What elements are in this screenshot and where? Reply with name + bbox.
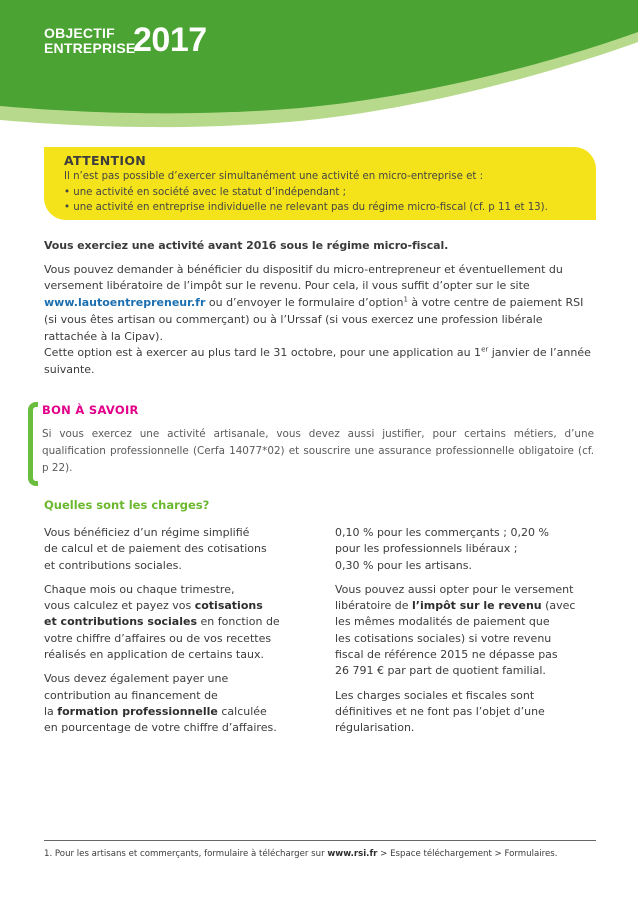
attention-line-1: Il n’est pas possible d’exercer simultanément une activité en micro-entreprise et :	[64, 171, 484, 182]
intro-p1-text-c: à votre centre de paiement RSI (si vous êtes artisan ou commerçant) ou à l’Urssaf (si vous exercez une profession libérale rattachée à la Cipav).	[44, 296, 584, 343]
right-paragraph-2	[335, 582, 597, 680]
text-line: la	[44, 704, 58, 718]
right-paragraph-3	[335, 688, 597, 737]
intro-section	[44, 238, 596, 379]
intro-p2-text-b: janvier de l’année suivante.	[44, 346, 591, 376]
text-line: et contributions sociales.	[44, 558, 182, 572]
bold-text: et contributions sociales	[44, 615, 198, 629]
header-wave-graphic	[0, 0, 638, 140]
left-paragraph-1	[44, 525, 306, 574]
intro-heading: Vous exerciez une activité avant 2016 sous le régime micro-fiscal.	[44, 239, 449, 252]
charges-title: Quelles sont les charges?	[44, 498, 210, 512]
intro-p2-text-a: Cette option est à exercer au plus tard le 31 octobre, pour une application au 1	[44, 346, 482, 360]
footnote-text-a: 1. Pour les artisans et commerçants, formulaire à télécharger sur	[44, 849, 328, 859]
attention-title: ATTENTION	[64, 153, 147, 168]
bon-a-savoir-text	[42, 426, 594, 477]
footnote-divider	[44, 840, 596, 841]
text-line: réalisés en application de certains taux.	[44, 648, 264, 662]
text-line: 0,10 % pour les commerçants ; 0,20 %	[335, 526, 549, 539]
ordinal-sup: er	[481, 345, 489, 354]
intro-paragraph-2	[44, 345, 596, 378]
attention-box	[44, 147, 596, 220]
bold-text: cotisations	[194, 599, 263, 613]
bon-a-savoir-title: BON À SAVOIR	[42, 403, 139, 417]
text-line: (avec	[541, 599, 576, 613]
text-line: 0,30 % pour les artisans.	[335, 558, 472, 572]
text-line: en pourcentage de votre chiffre d’affaires.	[44, 721, 277, 735]
text-line: fiscal de référence 2015 ne dépasse pas	[335, 648, 558, 662]
charges-left-column	[44, 525, 306, 745]
text-line: libératoire de	[335, 599, 413, 613]
text-line: Vous devez également payer une	[44, 672, 229, 686]
text-line: vous calculez et payez vos	[44, 599, 195, 613]
charges-right-column	[335, 525, 597, 745]
text-line: en fonction de	[197, 615, 280, 629]
attention-line-3: • une activité en entreprise individuelle ne relevant pas du régime micro-fiscal (cf. p 11 et 13).	[64, 202, 548, 213]
logo-line-1: OBJECTIF	[44, 25, 115, 41]
rsi-link[interactable]: www.rsi.fr	[327, 849, 378, 859]
bold-text: l’impôt sur le revenu	[412, 599, 542, 613]
text-line: calculée	[217, 704, 267, 718]
text-line: de calcul et de paiement des cotisations	[44, 542, 267, 556]
text-line: votre chiffre d’affaires ou de vos recettes	[44, 631, 272, 645]
logo-line-2: ENTREPRISE	[44, 40, 136, 56]
text-line: Vous bénéficiez d’un régime simplifié	[44, 526, 250, 539]
text-line: pour les professionnels libéraux ;	[335, 542, 518, 556]
text-line: les cotisations sociales) si votre revenu	[335, 631, 552, 645]
intro-p1-text-b: ou d’envoyer le formulaire d’option	[205, 296, 404, 310]
text-line: régularisation.	[335, 721, 415, 735]
text-line: 26 791 € par part de quotient familial.	[335, 664, 546, 678]
footnote-ref: 1	[403, 295, 408, 304]
text-line: Les charges sociales et fiscales sont	[335, 688, 535, 702]
intro-paragraph-1	[44, 262, 596, 346]
left-paragraph-3	[44, 671, 306, 736]
text-line: contribution au financement de	[44, 688, 218, 702]
bon-a-savoir-box	[28, 398, 596, 490]
bold-text: formation professionnelle	[57, 704, 218, 718]
footnote-text-b: > Espace téléchargement > Formulaires.	[377, 849, 558, 859]
bracket-decoration	[28, 402, 38, 486]
text-line: les mêmes modalités de paiement que	[335, 615, 550, 629]
right-paragraph-1	[335, 525, 597, 574]
intro-p1-text-a: Vous pouvez demander à bénéficier du dispositif du micro-entrepreneur et éventuellement du versement libératoire de l’impôt sur le revenu. Pour cela, il vous suffit d’opter sur le site	[44, 262, 563, 293]
lautoentrepreneur-link[interactable]: www.lautoentrepreneur.fr	[44, 296, 206, 310]
text-line: Vous pouvez aussi opter pour le versement	[335, 582, 574, 596]
header-banner	[0, 0, 638, 140]
footnote	[44, 849, 596, 859]
bon-a-savoir-paragraph: Si vous exercez une activité artisanale, vous devez aussi justifier, pour certains métiers, d’une qualification professionnelle (Cerfa 14077*02) et souscrire une assurance professionnelle obligatoire (cf. p 22).	[42, 428, 594, 474]
text-line: Chaque mois ou chaque trimestre,	[44, 582, 235, 596]
logo-year: 2017	[133, 21, 207, 59]
logo	[44, 21, 207, 59]
left-paragraph-2	[44, 582, 306, 663]
text-line: définitives et ne font pas l’objet d’une	[335, 704, 545, 718]
attention-line-2: • une activité en société avec le statut d’indépendant ;	[64, 186, 347, 198]
